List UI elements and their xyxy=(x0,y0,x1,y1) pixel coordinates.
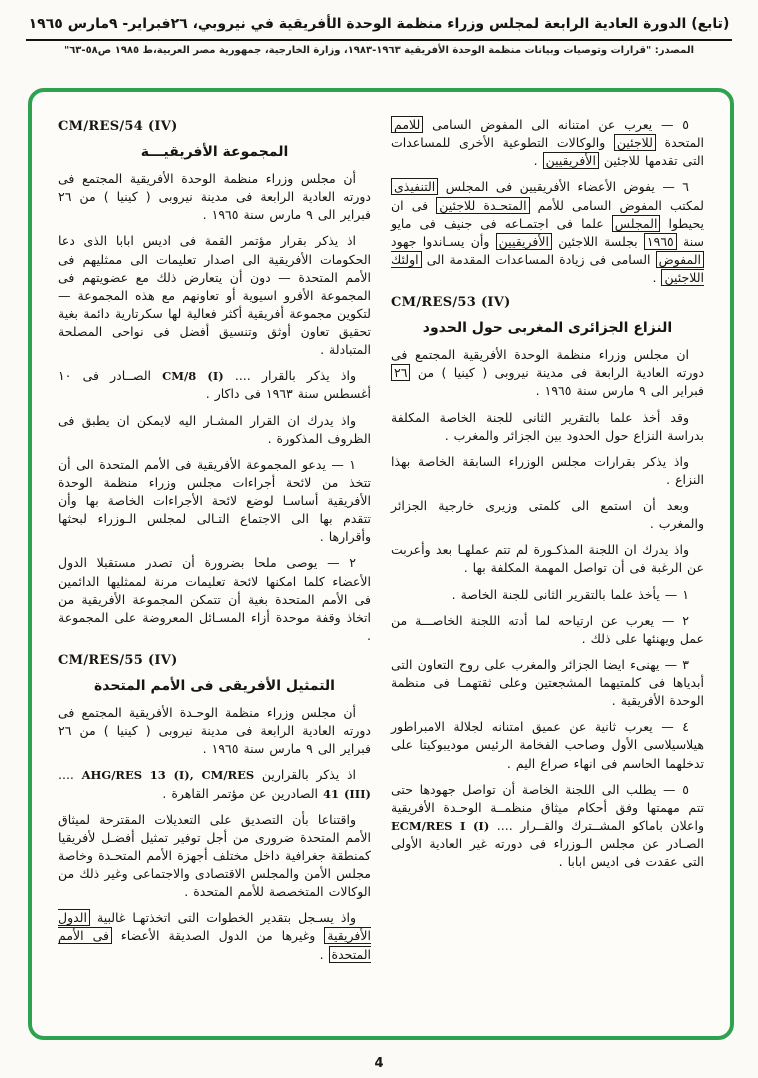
resolution-code: CM/RES/55 (IV) xyxy=(58,653,178,668)
paragraph xyxy=(58,367,371,403)
section-heading: التمثيل الأفريقى فى الأمم المتحدة xyxy=(94,678,335,694)
paragraph xyxy=(391,497,704,533)
resolution-code: CM/RES/53 (IV) xyxy=(391,295,511,311)
text-run: .... xyxy=(58,767,82,783)
green-frame xyxy=(28,88,734,1040)
boxed-term: المفوض xyxy=(656,251,704,268)
text-run: الصادرين عن مؤتمر القاهرة . xyxy=(162,785,323,801)
page-number: 4 xyxy=(374,1056,384,1071)
boxed-term: الأفريقيين xyxy=(496,233,552,250)
boxed-term: ٢٦ xyxy=(391,364,410,381)
text-run: الصــادر فى ١٠ أغسطس سنة ١٩٦٣ فى داكار . xyxy=(58,368,371,402)
paragraph xyxy=(58,766,371,802)
text-run: ٥ — يعرب عن امتنانه الى المفوض السامى xyxy=(423,117,689,132)
text-run: والوكالات التطوعية الأخرى للمساعدات التى تقدمها للاجئين xyxy=(391,135,704,169)
paragraph xyxy=(391,409,704,445)
boxed-term: للاجئين xyxy=(614,134,656,151)
boxed-term: التنفيذى xyxy=(391,178,438,195)
text-run: أن مجلس وزراء منظمة الوحـدة الأفريقية المجتمع فى دورته العادية الرابعة فى مدينة نيروبى ( كينيا ) من ٢٦ فبراير الى ٩ مارس سنة ١٩٦٥ . xyxy=(58,705,371,757)
paragraph xyxy=(58,232,371,359)
resolution-ref: CM/8 (I) xyxy=(162,369,224,384)
paragraph xyxy=(58,170,371,224)
paragraph xyxy=(391,656,704,710)
text-run: ٦ — يفوض الأعضاء الأفريقيين فى المجلس xyxy=(438,179,689,195)
paragraph xyxy=(58,704,371,758)
text-run: واذ يدرك ان اللجنة المذكـورة لم تتم عملهـا بعد وأعربت عن الرغبة فى أن تواصل المهمة المكلفة بها . xyxy=(391,542,704,576)
paragraph xyxy=(391,178,704,287)
paragraph xyxy=(391,612,704,648)
paragraph xyxy=(58,554,371,645)
text-run: الصـادر عن مجلس الـوزراء فى دورته غير العادية الأولى التى عقدت فى اديس ابابا . xyxy=(391,836,704,870)
text-run: ٥ — يطلب الى اللجنة الخاصة أن تواصل جهودها حتى تتم مهمتها وفق أحكام ميثاق منظمــة الوحـدة الأفريقية واعلان باماكو المشــترك والقــرار .... xyxy=(391,781,704,833)
text-run: وبعد أن استمع الى كلمتى وزيرى خارجية الجزائر والمغرب . xyxy=(391,498,704,532)
text-run: فبراير الى ٩ مارس سنة ١٩٦٥ . xyxy=(535,383,704,399)
text-run: السامى فى زيادة المساعدات المقدمة الى xyxy=(421,251,656,267)
text-run: واذ يذكر بقرارات مجلس الوزراء السابقة الخاصة بهذا النزاع . xyxy=(391,453,704,487)
resolution-code: CM/RES/54 (IV) xyxy=(58,119,178,134)
paragraph xyxy=(391,586,704,604)
text-run: واذ يسـجل بتقدير الخطوات التى اتخذتهـا غالبية xyxy=(89,910,356,926)
paragraph xyxy=(391,718,704,772)
boxed-term: فى الأمم المتحدة xyxy=(58,928,371,962)
text-run: واذ يدرك ان القرار المشـار اليه لايمكن ان يطبق فى الظروف المذكورة . xyxy=(58,412,371,446)
left-column xyxy=(58,116,371,1022)
boxed-term: ١٩٦٥ xyxy=(644,233,677,250)
resolution-ref: 41 (III) xyxy=(322,786,371,801)
text-run: ٤ — يعرب ثانية عن عميق امتنانه لجلالة الامبراطور هيلاسيلاسى الأول وصاحب الفخامة الرئيس موديبوكيتا على تدخلهما الحاسم فى انهاء صراع اليم . xyxy=(391,719,704,771)
paragraph xyxy=(391,346,704,400)
boxed-term: الدول الأفريقية xyxy=(58,910,371,944)
header-divider xyxy=(26,39,732,41)
header-source-line: المصدر: "قرارات وتوصيات وبيانات منظمة الوحدة الأفريقية ١٩٦٣-١٩٨٣، وزارة الخارجية، جمهورية مصر العربية،ط ١٩٨٥ ص٥٨-٦٣" xyxy=(63,45,695,56)
paragraph xyxy=(58,412,371,448)
text-run: . xyxy=(319,946,329,962)
text-run: ٢ — يوصى ملحا بضرورة أن تصدر مستقبلا الدول الأعضاء كلما امكنها لائحة تعليمات مرنة لممثليها الدائمين فى الأمم المتحدة بغية أن تتمكن المجموعة الأفريقية من اتخاذ وقفة موحدة أزاء المسـائل المعروضة على المجموعة . xyxy=(58,555,371,643)
text-run: المتحدة xyxy=(655,135,704,151)
text-run: بجلسة اللاجئين xyxy=(552,233,644,249)
text-run: اذ يذكر بالقرارين xyxy=(254,767,356,783)
text-run: . xyxy=(652,270,662,285)
section-heading: النزاع الجزائرى المغربى حول الحدود xyxy=(422,320,673,337)
text-run: لمكتب المفوض السامى للأمم xyxy=(529,197,704,213)
text-run: . xyxy=(533,153,543,169)
paragraph xyxy=(391,781,704,872)
text-run: ٣ — يهنىء ايضا الجزائر والمغرب على روح التعاون التى أبدياها فى كلمتيهما المشجعتين وعلى ثقتهمـا فى منظمة الوحدة الأفريقية . xyxy=(391,656,704,709)
right-column xyxy=(391,116,704,1022)
text-run: وقد أخذ علما بالتقرير الثانى للجنة الخاصة المكلفة بدراسة النزاع حول الحدود بين الجزائر والمغرب . xyxy=(391,409,704,443)
resolution-ref: AHG/RES 13 (I), CM/RES xyxy=(81,768,255,783)
paragraph xyxy=(391,116,704,170)
boxed-term: للامم xyxy=(391,116,423,133)
header-title: (تابع) الدورة العادية الرابعة لمجلس وزراء منظمة الوحدة الأفريقية في نيروبي، ٢٦فبراير- ٩مارس ١٩٦٥ xyxy=(28,16,730,32)
text-run: ان مجلس وزراء منظمة الوحدة الأفريقية المجتمع فى دورته العادية الرابعة فى مدينة نيروبى ( كينيا ) من xyxy=(391,347,704,381)
paragraph xyxy=(391,541,704,577)
text-run: اذ يذكر بقرار مؤتمر القمة فى اديس ابابا الذى دعا الحكومات الأفريقية الى اصدار تعليمات الى ممثليهم فى الأمم المتحدة — دون أن يتعارض ذلك مع عضويتهم فى المجموعة الأفرو اسيوية أو تعاونهم مع هذه المجموعة — لتكوين مجموعة أفريقية أكثر فعالية لها سكرتارية دائمة بغية تحقيق تعاون أوثق وتنسيق أفضل فى نواحى المصلحة المتبادلة . xyxy=(58,233,371,358)
boxed-term: المجلس xyxy=(612,215,661,232)
text-run: وغيرها من الدول الصديقة الأعضاء xyxy=(111,928,325,944)
resolution-ref: ECM/RES I (I) xyxy=(391,818,490,833)
paragraph xyxy=(58,811,371,902)
paragraph xyxy=(58,909,371,963)
boxed-term: اولئك اللاجئين xyxy=(391,251,704,285)
text-columns xyxy=(32,92,730,1036)
text-run: ١ — يأخذ علما بالتقرير الثانى للجنة الخاصة . xyxy=(451,586,689,602)
paragraph xyxy=(391,453,704,489)
section-heading: المجموعة الأفريقيـــة xyxy=(140,144,289,160)
text-run: ٢ — يعرب عن ارتياحه لما أدته اللجنة الخاصـــة من عمل ويهنئها على ذلك . xyxy=(391,612,704,646)
text-run: وأن يسـاندوا جهود xyxy=(391,233,496,249)
boxed-term: المتحـدة للاجئين xyxy=(436,197,529,214)
text-run: أن مجلس وزراء منظمة الوحدة الأفريقية المجتمع فى دورته العادية الرابعة فى مدينة نيروبى ( كينيا ) من ٢٦ فبراير الى ٩ مارس سنة ١٩٦٥ . xyxy=(58,171,371,223)
text-run: واذ يذكر بالقرار .... xyxy=(223,368,357,384)
boxed-term: الأفريقيين xyxy=(543,152,599,169)
paragraph xyxy=(58,456,371,547)
text-run: علما فى اجتمـاعه فى جنيف فى مايو سنة xyxy=(391,215,704,249)
text-run: فى ان يحيطوا xyxy=(391,197,704,231)
page-header xyxy=(0,16,758,56)
text-run: واقتناعا بأن التصديق على التعديلات المقترحة لميثاق الأمم المتحدة ضرورى من أجل توفير تمثيل أفضـل لأفريقيا كمنطقة جغرافية داخل مختلف أجهزة الأمم المتحـدة وخاصة مجلس الأمن والمجلس الاقتصادى والاجتماعى وغير ذلك من الوكالات المتخصصة للأمم المتحدة . xyxy=(58,811,371,900)
text-run: ١ — يدعو المجموعة الأفريقية فى الأمم المتحدة الى أن تتخذ من لائحة أجراءات مجلس وزراء منظمة الوحدة الأفريقية أساسـا لوضع لائحة الأجراءات الخاصة بها وأن تتقدم بها الى الاجتماع التـالى لمجلس الـوزراء لبحثها وأقرارها . xyxy=(58,456,371,545)
